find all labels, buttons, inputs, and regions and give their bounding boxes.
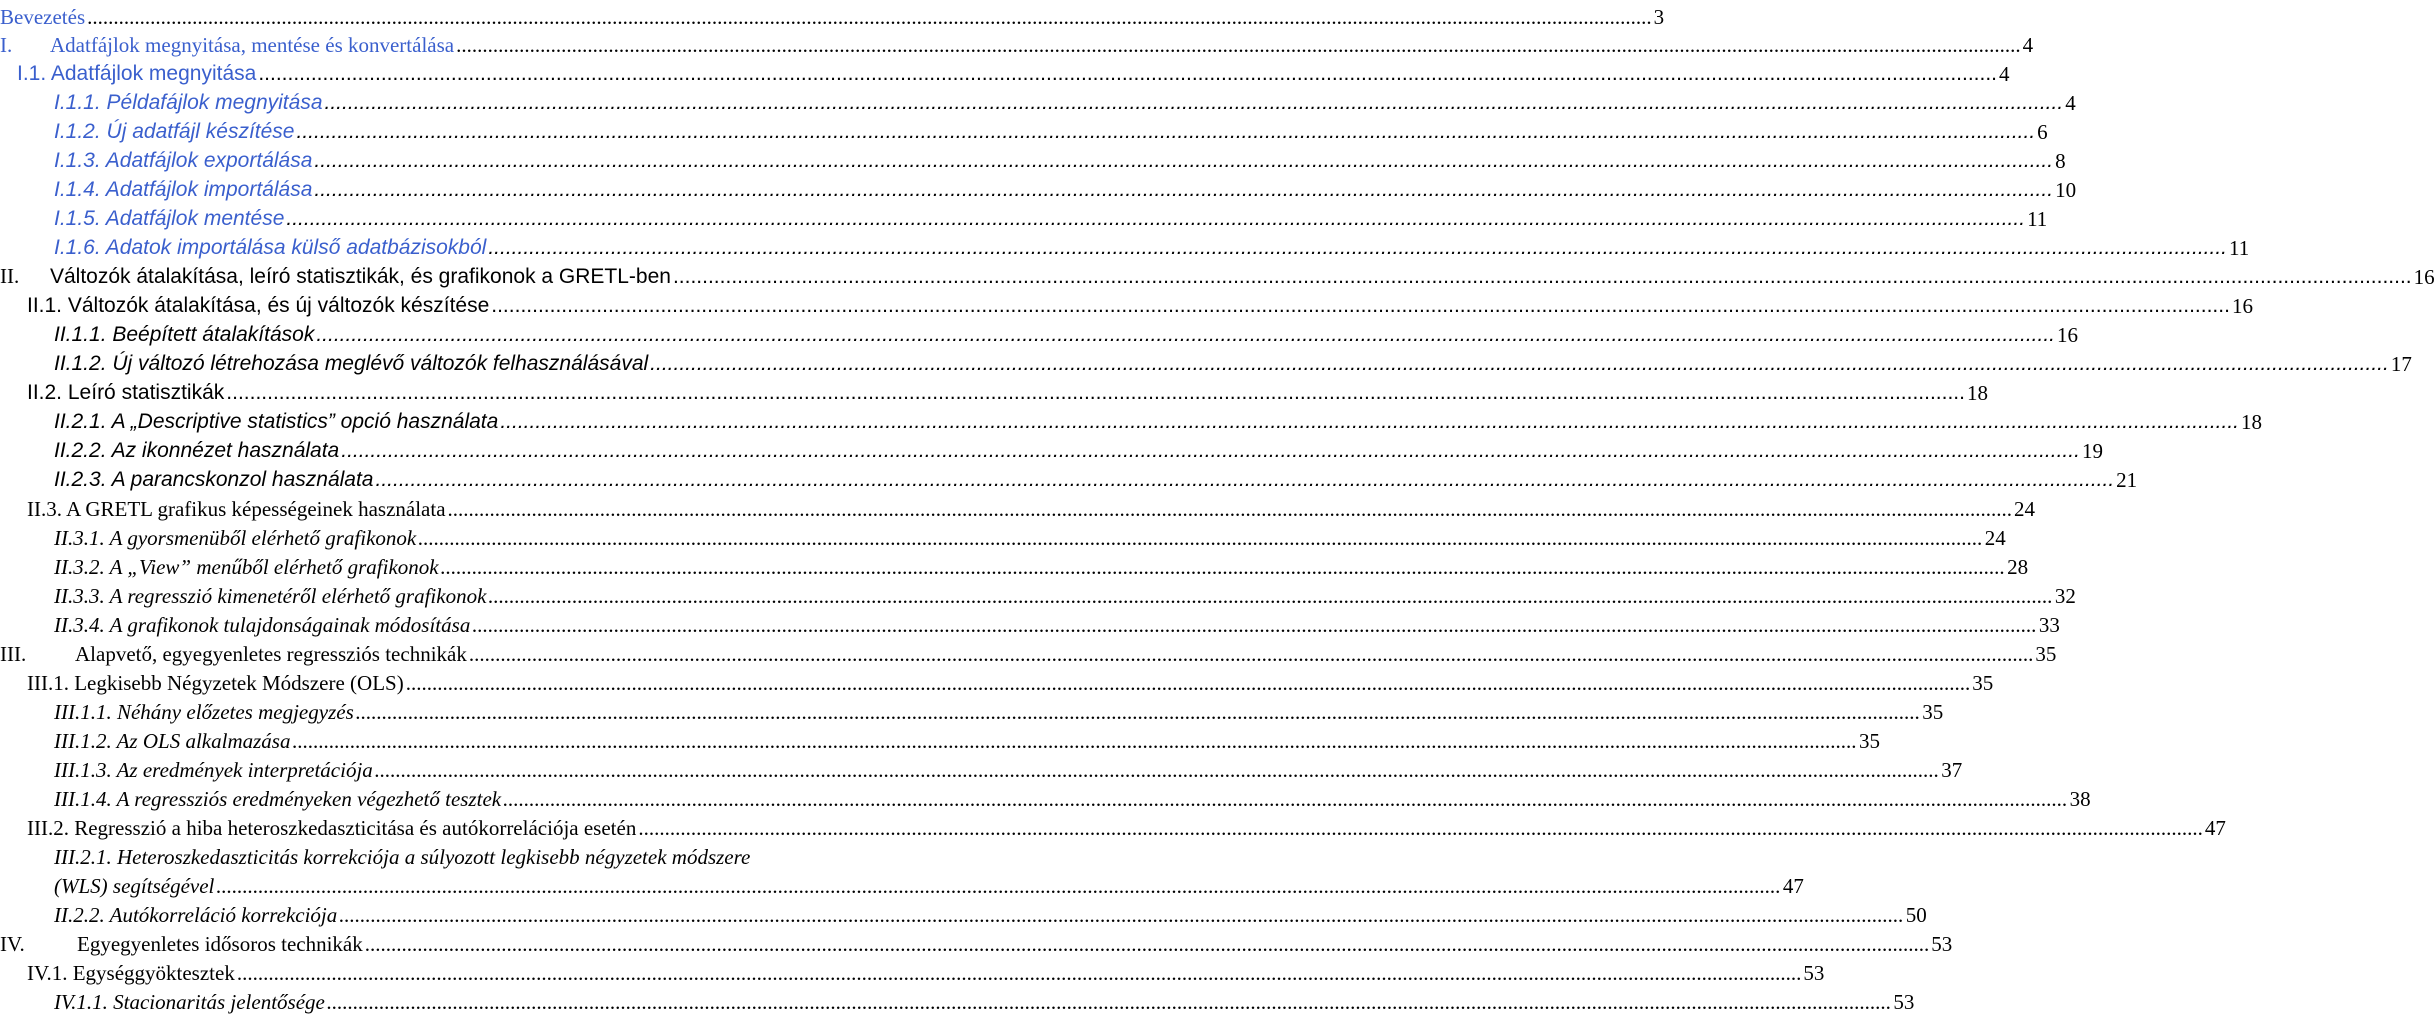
toc-entry-title: Változók átalakítása, és új változók készítése [67,294,490,317]
toc-entry-number: II.2.1. [54,410,107,433]
toc-entry-page: 10 [2055,178,2077,202]
toc-entry-title: Alapvető, egyegyenletes regressziós technikák [75,642,467,666]
toc-entry-IV[interactable] [0,927,1953,956]
toc-entry-number: II.1.1. [54,323,107,346]
toc-entry-title: Az eredmények interpretációja [116,758,373,782]
toc-entry-page: 53 [1893,990,1915,1014]
toc-entry-title: Egyegyenletes idősoros technikák [77,932,363,956]
toc-entry-III-1-4[interactable] [0,782,2091,811]
toc-leader-dots: .......................................................................................................................................................................................................................................................................................................... [339,903,1904,927]
toc-entry-II-3-3[interactable] [0,579,2076,608]
toc-entry-III-2-1[interactable] [0,840,960,869]
toc-entry-page: 28 [2007,555,2029,579]
toc-leader-dots: .......................................................................................................................................................................................................................................................................................................... [355,700,1921,724]
toc-entry-title: A „Descriptive statistics” opció használata [111,410,499,433]
toc-entry-title: Leíró statisztikák [67,381,225,404]
toc-entry-title: A parancskonzol használata [111,468,374,491]
toc-entry-number: III.2.1. [54,845,112,869]
toc-entry-title: Új változó létrehozása meglévő változók felhasználásával [112,352,649,375]
toc-leader-dots: .......................................................................................................................................................................................................................................................................................................... [638,816,2203,840]
toc-entry-page: 3 [1653,5,1665,29]
toc-leader-dots: .......................................................................................................................................................................................................................................................................................................... [87,5,1652,29]
toc-entry-title: A „View” menűből elérhető grafikonok [109,555,439,579]
toc-entry-number: II.3.1. [54,526,105,550]
toc-entry-number: III.1.1. [54,700,112,724]
toc-entry-number: IV. [0,932,25,956]
toc-entry-page: 8 [2055,149,2066,173]
toc-entry-II-2-2-autokorrelacio[interactable] [0,898,1927,927]
toc-entry-number: II.3.3. [54,584,105,608]
toc-entry-page: 16 [2057,323,2079,347]
toc-entry-title: Regresszió a hiba heteroszkedaszticitása és autókorrelációja esetén [74,816,637,840]
toc-entry-title: Adatfájlok exportálása [105,149,313,172]
toc-entry-number: II.3. [27,497,62,521]
toc-leader-dots: .......................................................................................................................................................................................................................................................................................................... [447,497,2013,521]
toc-leader-dots: .......................................................................................................................................................................................................................................................................................................... [491,294,2230,317]
toc-entry-page: 16 [2231,294,2253,318]
toc-entry-bevezetes[interactable] [0,0,1665,29]
toc-entry-page: 6 [2037,120,2048,144]
toc-entry-II-2[interactable] [0,376,1988,405]
toc-entry-number: II.3.4. [54,613,105,637]
toc-entry-number: IV.1. [27,961,68,985]
toc-entry-page: 11 [2229,236,2250,260]
toc-entry-number: I. [0,33,13,57]
toc-entry-I-1-4[interactable] [0,173,2077,202]
toc-leader-dots: .......................................................................................................................................................................................................................................................................................................... [503,787,2068,811]
toc-entry-number: III.1.4. [54,787,112,811]
toc-entry-number: II.2.2. [54,439,107,462]
toc-entry-IV-1[interactable] [0,956,1825,985]
toc-entry-I-1-1[interactable] [0,86,2076,115]
toc-entry-II-2-1[interactable] [0,405,2262,434]
toc-leader-dots: .......................................................................................................................................................................................................................................................................................................... [236,961,1802,985]
toc-entry-III-1[interactable] [0,666,1994,695]
toc-entry-title: Változók átalakítása, leíró statisztikák, és grafikonok a GRETL-ben [50,265,671,288]
toc-entry-page: 21 [2116,468,2138,492]
toc-entry-number: I.1. [17,62,47,85]
toc-entry-page: 47 [1782,874,1804,898]
toc-entry-number: I.1.4. [54,178,101,201]
toc-entry-page: 53 [1931,932,1953,956]
toc-entry-number: II. [0,264,20,288]
toc-entry-number: I.1.3. [54,149,101,172]
toc-entry-II-1-2[interactable] [0,347,2412,376]
toc-leader-dots: .......................................................................................................................................................................................................................................................................................................... [672,265,2412,288]
toc-leader-dots: .......................................................................................................................................................................................................................................................................................................... [326,990,1892,1014]
toc-entry-number: III.2. [27,816,69,840]
toc-entry-number: I.1.6. [54,236,101,259]
toc-leader-dots: .......................................................................................................................................................................................................................................................................................................... [364,932,1930,956]
toc-entry-II-1-1[interactable] [0,318,2079,347]
toc-entry-title: Adatfájlok importálása [105,178,313,201]
toc-entry-title: Egységgyöktesztek [72,961,235,985]
toc-entry-page: 32 [2054,584,2076,608]
toc-entry-title: Az OLS alkalmazása [116,729,291,753]
toc-entry-page: 4 [1999,62,2010,86]
toc-leader-dots: .......................................................................................................................................................................................................................................................................................................... [375,468,2115,491]
toc-entry-title: A gyorsmenüből elérhető grafikonok [109,526,417,550]
toc-entry-I-1-6[interactable] [0,231,2250,260]
toc-entry-page: 35 [2035,642,2057,666]
toc-leader-dots: .......................................................................................................................................................................................................................................................................................................... [292,729,1857,753]
toc-leader-dots: .......................................................................................................................................................................................................................................................................................................... [374,758,1940,782]
toc-entry-title: A regresszió kimenetéről elérhető grafikonok [109,584,487,608]
toc-entry-title: Legkisebb Négyzetek Módszere (OLS) [74,671,404,695]
toc-leader-dots: .......................................................................................................................................................................................................................................................................................................... [286,207,2026,230]
toc-leader-dots: .......................................................................................................................................................................................................................................................................................................... [488,236,2228,259]
toc-leader-dots: .......................................................................................................................................................................................................................................................................................................... [468,642,2034,666]
toc-entry-III[interactable] [0,637,2057,666]
toc-entry-number: II.1. [27,294,63,317]
toc-entry-III-2-1-continued[interactable] [0,869,1804,898]
toc-entry-I-1-5[interactable] [0,202,2048,231]
toc-entry-number: II.3.2. [54,555,105,579]
toc-entry-number: II.2. [27,381,63,404]
toc-entry-number: II.2.3. [54,468,107,491]
toc-entry-III-1-3[interactable] [0,753,1963,782]
toc-leader-dots: .......................................................................................................................................................................................................................................................................................................... [650,352,2389,375]
toc-leader-dots: .......................................................................................................................................................................................................................................................................................................... [418,526,1983,550]
toc-entry-page: 11 [2027,207,2048,231]
toc-entry-I-1-2[interactable] [0,115,2048,144]
toc-entry-title: A GRETL grafikus képességeinek használata [66,497,446,521]
toc-entry-number: III.1. [27,671,69,695]
toc-entry-number: IV.1.1. [54,990,108,1014]
toc-entry-II-2-2[interactable] [0,434,2103,463]
toc-leader-dots: .......................................................................................................................................................................................................................................................................................................... [472,613,2037,637]
toc-entry-number: II.1.2. [54,352,107,375]
toc-entry-II-3-2[interactable] [0,550,2029,579]
toc-entry-page: 50 [1905,903,1927,927]
toc-leader-dots: .......................................................................................................................................................................................................................................................................................................... [405,671,1971,695]
toc-entry-title: Bevezetés [0,5,86,29]
toc-entry-page: 24 [2014,497,2036,521]
toc-entry-page: 4 [2065,91,2076,115]
toc-entry-number: I.1.1. [54,91,101,114]
toc-leader-dots: .......................................................................................................................................................................................................................................................................................................... [324,91,2064,114]
toc-entry-number: III.1.2. [54,729,112,753]
toc-entry-page: 35 [1922,700,1944,724]
toc-leader-dots: .......................................................................................................................................................................................................................................................................................................... [456,33,2021,57]
toc-leader-dots: .......................................................................................................................................................................................................................................................................................................... [296,120,2036,143]
toc-leader-dots: .......................................................................................................................................................................................................................................................................................................... [226,381,1965,404]
toc-entry-page: 53 [1803,961,1825,985]
toc-leader-dots: .......................................................................................................................................................................................................................................................................................................... [500,410,2239,433]
toc-entry-page: 35 [1858,729,1880,753]
toc-entry-title: Új adatfájl készítése [106,120,295,143]
toc-leader-dots: .......................................................................................................................................................................................................................................................................................................... [314,149,2054,172]
toc-entry-title: Adatok importálása külső adatbázisokból [105,236,487,259]
toc-entry-page: 19 [2081,439,2103,463]
toc-entry-title: A grafikonok tulajdonságainak módosítása [109,613,471,637]
toc-entry-title: Néhány előzetes megjegyzés [116,700,354,724]
toc-entry-page: 24 [1984,526,2006,550]
toc-entry-I-1-3[interactable] [0,144,2066,173]
toc-entry-title: Adatfájlok megnyitása [50,62,257,85]
toc-entry-III-1-2[interactable] [0,724,1880,753]
toc-leader-dots: .......................................................................................................................................................................................................................................................................................................... [488,584,2053,608]
toc-entry-number: III. [0,642,27,666]
toc-leader-dots: .......................................................................................................................................................................................................................................................................................................... [316,323,2056,346]
toc-entry-page: 38 [2069,787,2091,811]
toc-entry-page: 33 [2038,613,2060,637]
toc-leader-dots: .......................................................................................................................................................................................................................................................................................................... [440,555,2006,579]
toc-entry-title: Példafájlok megnyitása [106,91,323,114]
toc-entry-II-3[interactable] [0,492,2036,521]
toc-entry-title: Beépített átalakítások [112,323,315,346]
toc-leader-dots: .......................................................................................................................................................................................................................................................................................................... [314,178,2054,201]
toc-entry-page: 47 [2204,816,2226,840]
toc-leader-dots: .......................................................................................................................................................................................................................................................................................................... [258,62,1998,85]
toc-entry-title: Autókorreláció korrekciója [109,903,338,927]
toc-entry-page: 18 [1966,381,1988,405]
toc-entry-II-3-1[interactable] [0,521,2006,550]
toc-entry-title: Adatfájlok megnyitása, mentése és konvertálása [50,33,455,57]
toc-entry-number: I.1.5. [54,207,101,230]
toc-entry-title: (WLS) segítségével [54,874,215,898]
toc-entry-II-1[interactable] [0,289,2253,318]
toc-entry-III-2[interactable] [0,811,2226,840]
toc-entry-II[interactable] [0,260,2435,289]
toc-entry-number: II.2.2. [54,903,105,927]
toc-entry-III-1-1[interactable] [0,695,1944,724]
toc-entry-title: A regressziós eredményeken végezhető tesztek [116,787,502,811]
toc-leader-dots: .......................................................................................................................................................................................................................................................................................................... [216,874,1781,898]
toc-entry-page: 18 [2241,410,2262,434]
toc-entry-title: Heteroszkedaszticitás korrekciója a súlyozott legkisebb négyzetek módszere [116,845,751,869]
toc-entry-title: Stacionaritás jelentősége [113,990,325,1014]
toc-entry-page: 4 [2022,33,2034,57]
toc-entry-page: 37 [1941,758,1963,782]
toc-entry-II-2-3[interactable] [0,463,2138,492]
toc-entry-title: Az ikonnézet használata [111,439,340,462]
toc-entry-I-1[interactable] [0,57,2010,86]
toc-entry-number: III.1.3. [54,758,112,782]
toc-entry-title: Adatfájlok mentése [105,207,285,230]
toc-entry-page: 17 [2390,352,2412,376]
toc-entry-page: 35 [1972,671,1994,695]
toc-leader-dots: .......................................................................................................................................................................................................................................................................................................... [341,439,2080,462]
toc-entry-number: I.1.2. [54,120,101,143]
toc-entry-page: 16 [2413,265,2435,289]
toc-entry-IV-1-1[interactable] [0,985,1915,1014]
toc-entry-II-3-4[interactable] [0,608,2060,637]
toc-entry-I[interactable] [0,28,2034,57]
